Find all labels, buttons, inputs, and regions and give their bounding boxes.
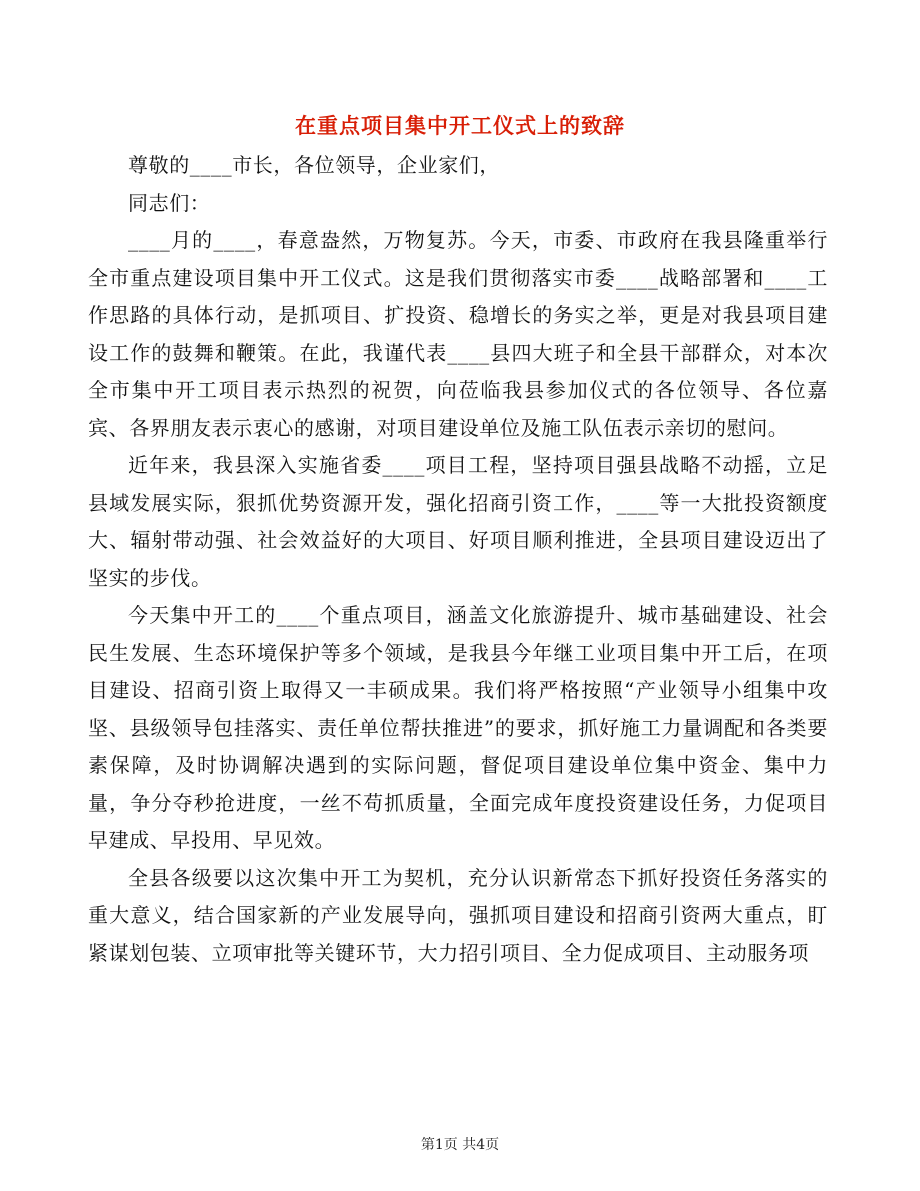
greeting: 同志们： xyxy=(128,190,211,215)
paragraph-1: ____月的____，春意盎然，万物复苏。今天，市委、市政府在我县隆重举行全市重点建设项目集中开工仪式。这是我们贯彻落实市委____战略部署和____工作思路的具体行动，是抓项目、扩投资、稳增长的务实之举，更是对我县项目建设工作的鼓舞和鞭策。在此，我谨代表____县四大班子和全县干部群众，对本次全市集中开工项目表示热烈的祝贺，向莅临我县参加仪式的各位领导、各位嘉宾、各界朋友表示衷心的感谢，对项目建设单位及施工队伍表示亲切的慰问。 xyxy=(88,228,828,440)
paragraph-2: 近年来，我县深入实施省委____项目工程，坚持项目强县战略不动摇，立足县域发展实际，狠抓优势资源开发，强化招商引资工作，____等一大批投资额度大、辐射带动强、社会效益好的大项目、好项目顺利推进，全县项目建设迈出了坚实的步伐。 xyxy=(88,453,828,590)
salutation: 尊敬的____市长，各位领导，企业家们， xyxy=(128,153,500,177)
page-number-footer: 第1页 共4页 xyxy=(420,1137,500,1153)
document-title: 在重点项目集中开工仪式上的致辞 xyxy=(295,114,625,138)
document-body xyxy=(88,147,828,972)
paragraph-3: 今天集中开工的____个重点项目，涵盖文化旅游提升、城市基础建设、社会民生发展、生态环境保护等多个领域，是我县今年继工业项目集中开工后，在项目建设、招商引资上取得又一丰硕成果。我们将严格按照“产业领导小组集中攻坚、县级领导包挂落实、责任单位帮扶推进”的要求，抓好施工力量调配和各类要素保障，及时协调解决遇到的实际问题，督促项目建设单位集中资金、集中力量，争分夺秒抢进度，一丝不苟抓质量，全面完成年度投资建设任务，力促项目早建成、早投用、早见效。 xyxy=(88,603,828,852)
paragraph-4: 全县各级要以这次集中开工为契机，充分认识新常态下抓好投资任务落实的重大意义，结合国家新的产业发展导向，强抓项目建设和招商引资两大重点，盯紧谋划包装、立项审批等关键环节，大力招引项目、全力促成项目、主动服务项 xyxy=(88,865,828,965)
